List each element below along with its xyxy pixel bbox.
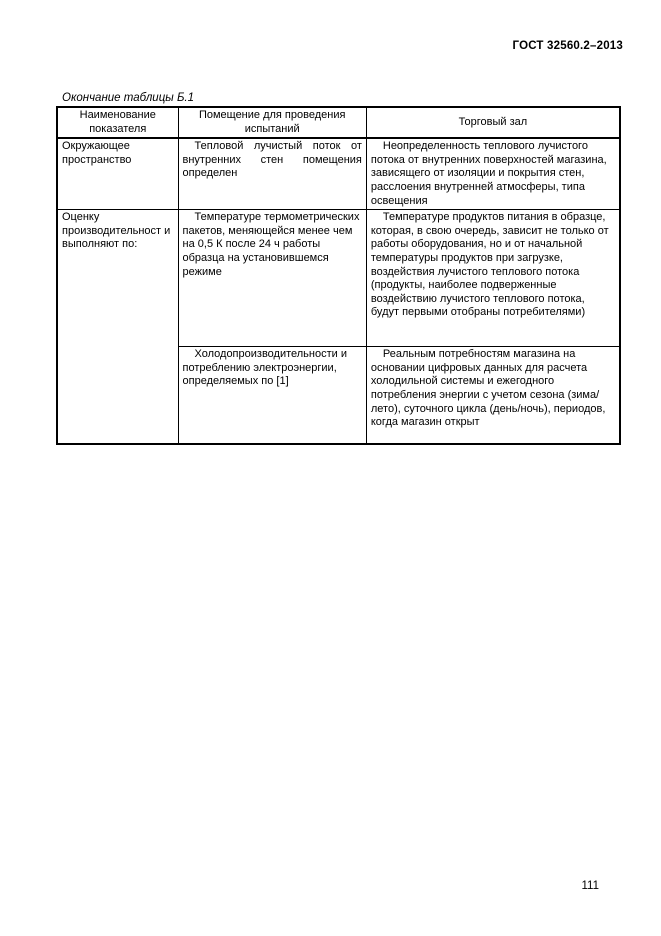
table-row <box>57 210 620 347</box>
column-header-test-room: Помещение для проведения испытаний <box>178 107 366 138</box>
table-caption: Окончание таблицы Б.1 <box>62 92 195 104</box>
table-row <box>57 138 620 209</box>
column-header-parameter: Наименование показателя <box>57 107 178 138</box>
sales-area-cell: Неопределенность теплового лучистого потока от внутренних поверхностей магазина, зависящего от изоляции и покрытия стен, расслоения внутренней атмосферы, типа освещения <box>366 138 620 209</box>
sales-area-cell: Температуре продуктов питания в образце, которая, в свою очередь, зависит не только от работы оборудования, но и от начальной температуры продуктов при загрузке, воздействия лучистого теплового потока (продукты, наиболее подверженные воздействию лучистого теплового потока, будут первыми отобраны потребителями) <box>366 210 620 347</box>
table-header-row <box>57 107 620 138</box>
test-room-cell: Температуре термометрических пакетов, меняющейся менее чем на 0,5 К после 24 ч работы образца на установившемся режиме <box>178 210 366 347</box>
parameter-performance: Оценку производительност и выполняют по: <box>57 210 178 445</box>
parameter-environment: Окружающее пространство <box>57 138 178 209</box>
column-header-sales-area: Торговый зал <box>366 107 620 138</box>
test-room-cell: Тепловой лучистый поток от внутренних стен помещения определен <box>178 138 366 209</box>
test-room-cell: Холодопроизводительности и потреблению электроэнергии, определяемых по [1] <box>178 347 366 445</box>
page-number: 111 <box>581 880 599 892</box>
sales-area-cell: Реальным потребностям магазина на основании цифровых данных для расчета холодильной системы и ежегодного потребления энергии с учетом сезона (зима/лето), суточного цикла (день/ночь), периодов, когда магазин открыт <box>366 347 620 445</box>
data-table <box>56 106 621 445</box>
document-code: ГОСТ 32560.2–2013 <box>512 40 623 52</box>
